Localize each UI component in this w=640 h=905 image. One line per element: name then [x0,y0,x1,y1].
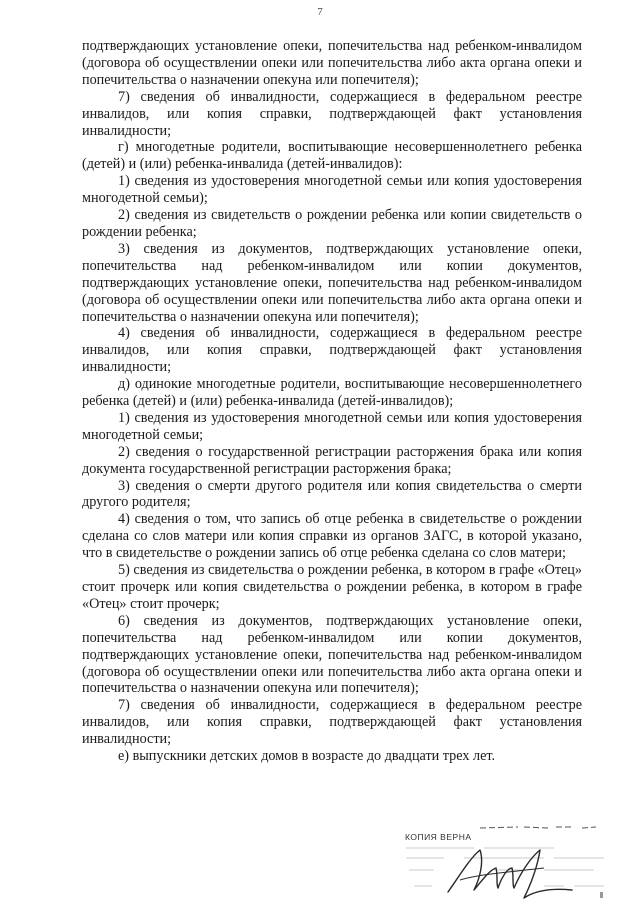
paragraph: подтверждающих установление опеки, попечительства над ребенком-инвалидом (договора об осуществлении опеки или попечительства либо акта органа опеки и попечительства о назначении опекуна или попечителя); [82,38,582,88]
paragraph: 4) сведения о том, что запись об отце ребенка в свидетельстве о рождении сделана со слов матери или копия справки из органов ЗАГС, в которой указано, что в свидетельстве о рождении запись об отце ребенка сделана со слов матери; [82,511,582,562]
paragraph: 3) сведения о смерти другого родителя или копия свидетельства о смерти другого родителя; [82,477,582,511]
signature [440,838,580,902]
paragraph: 1) сведения из удостоверения многодетной семьи или копия удостоверения многодетной семьи; [82,409,582,443]
document-body [82,38,582,765]
paragraph: 1) сведения из удостоверения многодетной семьи или копия удостоверения многодетной семьи); [82,173,582,207]
stamp-label: КОПИЯ ВЕРНА [405,832,472,842]
paragraph: г) многодетные родители, воспитывающие несовершеннолетнего ребенка (детей) и (или) ребенка-инвалида (детей-инвалидов): [82,139,582,173]
paragraph: д) одинокие многодетные родители, воспитывающие несовершеннолетнего ребенка (детей) и (или) ребенка-инвалида (детей-инвалидов); [82,376,582,410]
paragraph: 6) сведения из документов, подтверждающих установление опеки, попечительства над ребенком-инвалидом или копии документов, подтверждающих установление опеки, попечительства над ребенком-инвалидом (договора об осуществлении опеки или попечительства либо акта органа опеки и попечительства о назначении опекуна или попечителя); [82,612,582,697]
paragraph: 7) сведения об инвалидности, содержащиеся в федеральном реестре инвалидов, или копия справки, подтверждающей факт установления инвалидности; [82,88,582,139]
paragraph: 7) сведения об инвалидности, содержащиеся в федеральном реестре инвалидов, или копия справки, подтверждающей факт установления инвалидности; [82,697,582,748]
strike-mark [478,823,598,831]
paragraph: 3) сведения из документов, подтверждающих установление опеки, попечительства над ребенком-инвалидом или копии документов, подтверждающих установление опеки, попечительства над ребенком-инвалидом (договора об осуществлении опеки или попечительства либо акта органа опеки и попечительства о назначении опекуна или попечителя); [82,240,582,325]
paragraph: 4) сведения об инвалидности, содержащиеся в федеральном реестре инвалидов, или копия справки, подтверждающей факт установления инвалидности; [82,325,582,376]
paragraph: 5) сведения из свидетельства о рождении ребенка, в котором в графе «Отец» стоит прочерк или копия свидетельства о рождении ребенка, в котором в графе «Отец» стоит прочерк; [82,562,582,612]
paragraph: 2) сведения из свидетельств о рождении ребенка или копии свидетельств о рождении ребенка; [82,207,582,240]
paragraph: 2) сведения о государственной регистрации расторжения брака или копия документа государственной регистрации расторжения брака; [82,443,582,477]
paragraph: е) выпускники детских домов в возрасте до двадцати трех лет. [118,748,496,765]
page-number: 7 [317,6,323,18]
